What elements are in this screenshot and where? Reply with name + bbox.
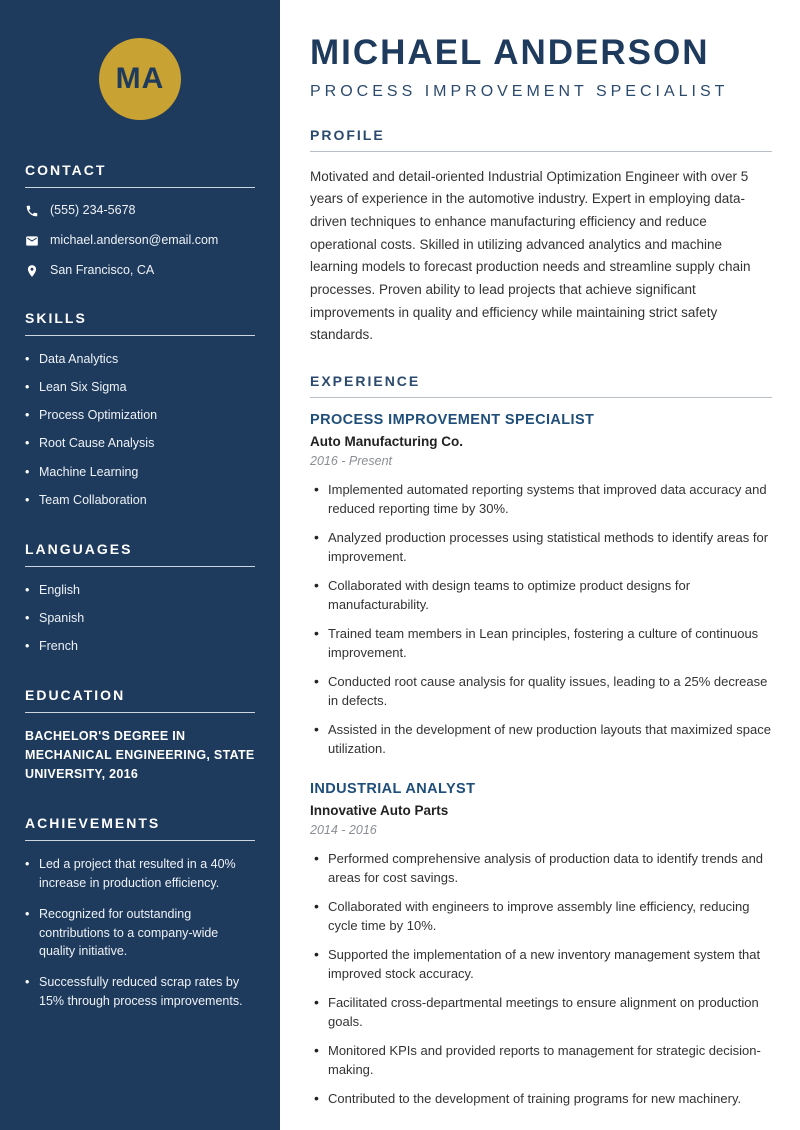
person-name: MICHAEL ANDERSON — [310, 33, 710, 72]
person-job-title: PROCESS IMPROVEMENT SPECIALIST — [310, 82, 729, 100]
language-item: • Spanish — [25, 609, 255, 627]
skills-section — [25, 310, 255, 509]
language-item: • English — [25, 581, 255, 599]
profile-text: Motivated and detail-oriented Industrial Optimization Engineer with over 5 years of experience in the automotive industry. Expert in employing data-driven techniques to enhance manufacturing efficiency and reduce operational costs. Skilled in utilizing advanced analytics and machine learning models to forecast production needs and streamline supply chain processes. Proven ability to lead projects that achieve significant improvements in quality and efficiency while maintaining strict safety standards. — [310, 168, 751, 343]
experience-section — [310, 373, 772, 1109]
achievement-item: • Successfully reduced scrap rates by 15% through process improvements. — [25, 973, 255, 1011]
skills-section-title: SKILLS — [25, 310, 255, 336]
email-icon — [25, 234, 39, 248]
contact-section — [25, 162, 255, 278]
experience-job — [310, 781, 772, 1109]
language-item: • French — [25, 637, 255, 655]
job-bullet: • Conducted root cause analysis for quality issues, leading to a 25% decrease in defects. — [310, 672, 772, 711]
avatar: MA — [99, 38, 181, 120]
contact-phone — [25, 203, 255, 218]
skill-item: • Root Cause Analysis — [25, 434, 255, 452]
skill-item: • Data Analytics — [25, 350, 255, 368]
job-company: Innovative Auto Parts — [310, 802, 449, 818]
contact-phone-text: (555) 234-5678 — [50, 203, 136, 217]
location-icon — [25, 264, 39, 278]
contact-email — [25, 233, 255, 248]
contact-email-text: michael.anderson@email.com — [50, 233, 219, 247]
contact-location-text: San Francisco, CA — [50, 263, 155, 277]
skill-item: • Process Optimization — [25, 406, 255, 424]
job-company: Auto Manufacturing Co. — [310, 433, 463, 449]
job-bullet: • Contributed to the development of training programs for new machinery. — [310, 1089, 772, 1109]
skill-item: • Machine Learning — [25, 463, 255, 481]
phone-icon — [25, 204, 39, 218]
languages-list — [25, 581, 255, 655]
job-bullet: • Collaborated with engineers to improve assembly line efficiency, reducing cycle time by 10%. — [310, 897, 772, 936]
achievements-section — [25, 815, 255, 1010]
job-dates: 2016 - Present — [310, 453, 392, 468]
sidebar — [0, 0, 280, 1130]
experience-section-title: EXPERIENCE — [310, 373, 772, 398]
job-bullet: • Facilitated cross-departmental meetings to ensure alignment on production goals. — [310, 993, 772, 1032]
skill-item: • Team Collaboration — [25, 491, 255, 509]
achievements-section-title: ACHIEVEMENTS — [25, 815, 255, 841]
job-bullet: • Collaborated with design teams to optimize product designs for manufacturability. — [310, 576, 772, 615]
job-bullet: • Analyzed production processes using statistical methods to identify areas for improvement. — [310, 528, 772, 567]
resume-main — [280, 0, 800, 1130]
languages-section-title: LANGUAGES — [25, 541, 255, 567]
job-role: PROCESS IMPROVEMENT SPECIALIST — [310, 411, 595, 428]
job-bullet: • Trained team members in Lean principles, fostering a culture of continuous improvement. — [310, 624, 772, 663]
job-bullet-list — [310, 480, 772, 759]
contact-section-title: CONTACT — [25, 162, 255, 188]
job-dates: 2014 - 2016 — [310, 822, 377, 837]
experience-job — [310, 412, 772, 759]
job-bullet: • Supported the implementation of a new inventory management system that improved stock accuracy. — [310, 945, 772, 984]
education-section-title: EDUCATION — [25, 687, 255, 713]
job-bullet: • Performed comprehensive analysis of production data to identify trends and areas for cost savings. — [310, 849, 772, 888]
education-section — [25, 687, 255, 783]
achievement-item: • Led a project that resulted in a 40% increase in production efficiency. — [25, 855, 255, 893]
contact-location — [25, 263, 255, 278]
achievement-item: • Recognized for outstanding contributions to a company-wide quality initiative. — [25, 905, 255, 961]
job-role: INDUSTRIAL ANALYST — [310, 780, 476, 797]
job-bullet: • Implemented automated reporting systems that improved data accuracy and reduced reporting time by 30%. — [310, 480, 772, 519]
job-bullet-list — [310, 849, 772, 1109]
profile-section — [310, 127, 772, 347]
job-bullet: • Monitored KPIs and provided reports to management for strategic decision-making. — [310, 1041, 772, 1080]
education-degree: BACHELOR'S DEGREE IN MECHANICAL ENGINEERING, STATE UNIVERSITY, 2016 — [25, 729, 255, 781]
languages-section — [25, 541, 255, 655]
profile-section-title: PROFILE — [310, 127, 772, 152]
achievements-list — [25, 855, 255, 1010]
skill-item: • Lean Six Sigma — [25, 378, 255, 396]
job-bullet: • Assisted in the development of new production layouts that maximized space utilization. — [310, 720, 772, 759]
skills-list — [25, 350, 255, 509]
